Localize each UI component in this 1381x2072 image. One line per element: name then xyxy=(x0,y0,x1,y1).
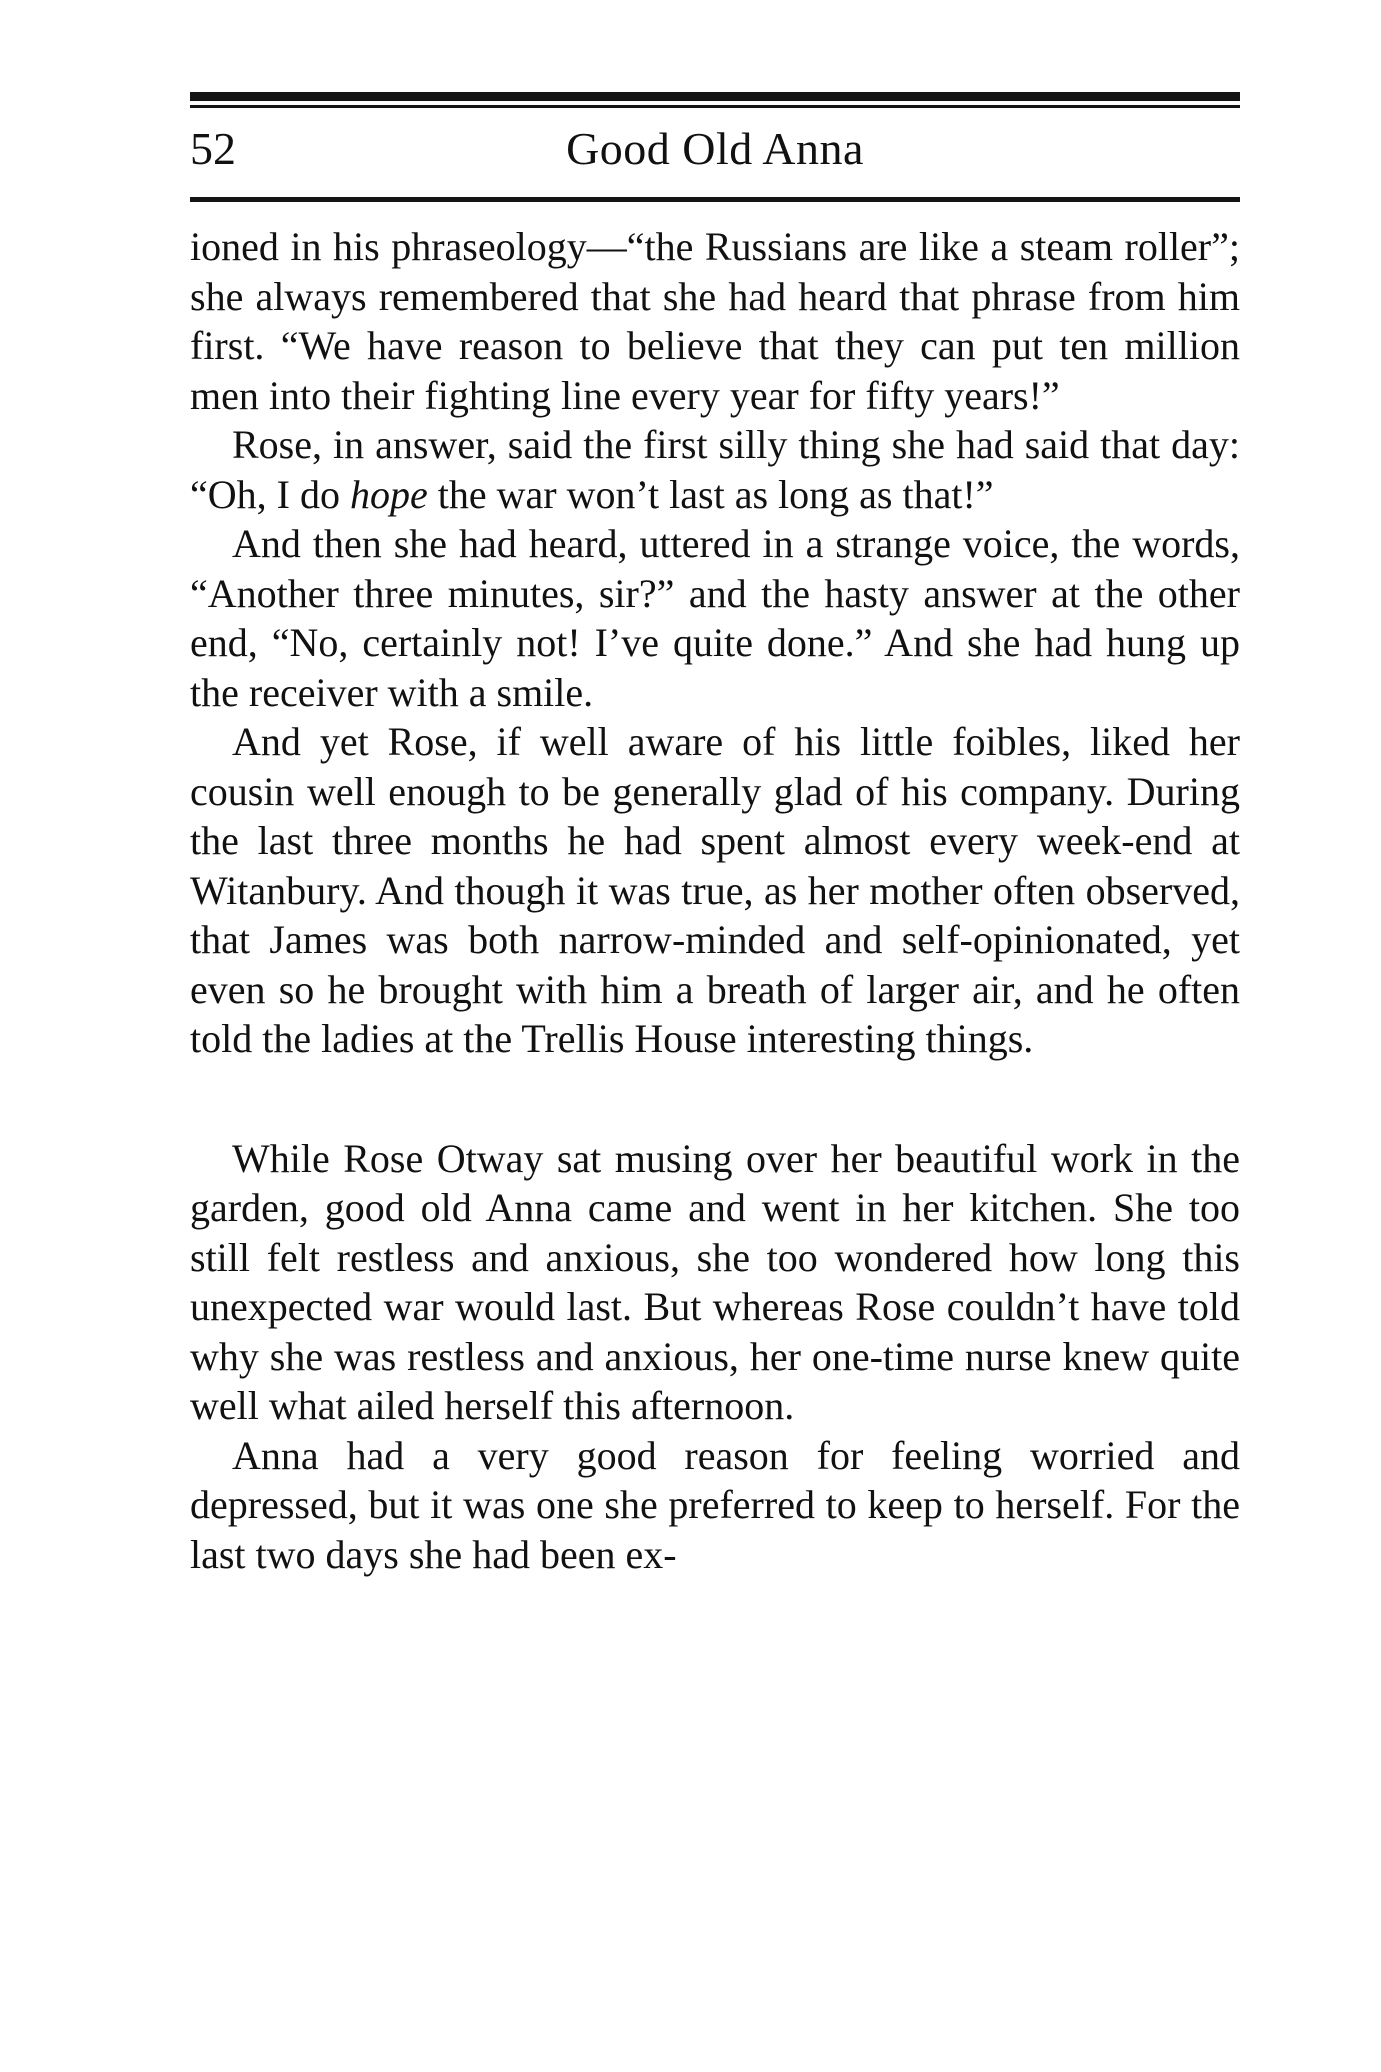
paragraph: And yet Rose, if well aware of his little foibles, liked her cousin well enough to be generally glad of his company. During the last three months he had spent almost every week-end at Witanbury. And though it was true, as her mother often observed, that James was both narrow-minded and self-opinionated, yet even so he brought with him a breath of larger air, and he often told the ladies at the Trellis House interesting things. xyxy=(190,719,1240,1061)
paragraph-continued: ioned in his phraseology—“the Russians are like a steam roller”; she always remembered that she had heard that phrase from him first. “We have reason to believe that they can put ten million men into their fighting line every year for fifty years!” xyxy=(190,224,1240,418)
paragraph-text: the war won’t last as long as that!” xyxy=(427,471,994,517)
running-head xyxy=(190,120,1240,190)
header-top-rule-thin xyxy=(190,105,1240,108)
paragraph-text: Rose, in answer, said the first silly thing she had said that day: “Oh, I do xyxy=(190,422,1240,517)
body-text xyxy=(190,222,1240,1579)
book-title: Good Old Anna xyxy=(566,123,864,174)
header-bottom-rule xyxy=(190,197,1240,202)
paragraph: And then she had heard, uttered in a strange voice, the words, “Another three minutes, sir?” and the hasty answer at the other end, “No, certainly not! I’ve quite done.” And she had hung up the receiver with a smile. xyxy=(190,521,1240,715)
paragraph: While Rose Otway sat musing over her beautiful work in the garden, good old Anna came and went in her kitchen. She too still felt restless and anxious, she too wondered how long this unexpected war would last. But whereas Rose couldn’t have told why she was restless and anxious, her one-time nurse knew quite well what ailed herself this afternoon. xyxy=(190,1135,1240,1428)
section-break xyxy=(190,1064,1240,1134)
page-number: 52 xyxy=(190,123,236,174)
paragraph: Anna had a very good reason for feeling worried and depressed, but it was one she preferred to keep to herself. For the last two days she had been ex- xyxy=(190,1432,1240,1577)
header-top-rule-thick xyxy=(190,92,1240,101)
paragraph xyxy=(190,420,1240,519)
emphasized-word: hope xyxy=(349,471,428,517)
